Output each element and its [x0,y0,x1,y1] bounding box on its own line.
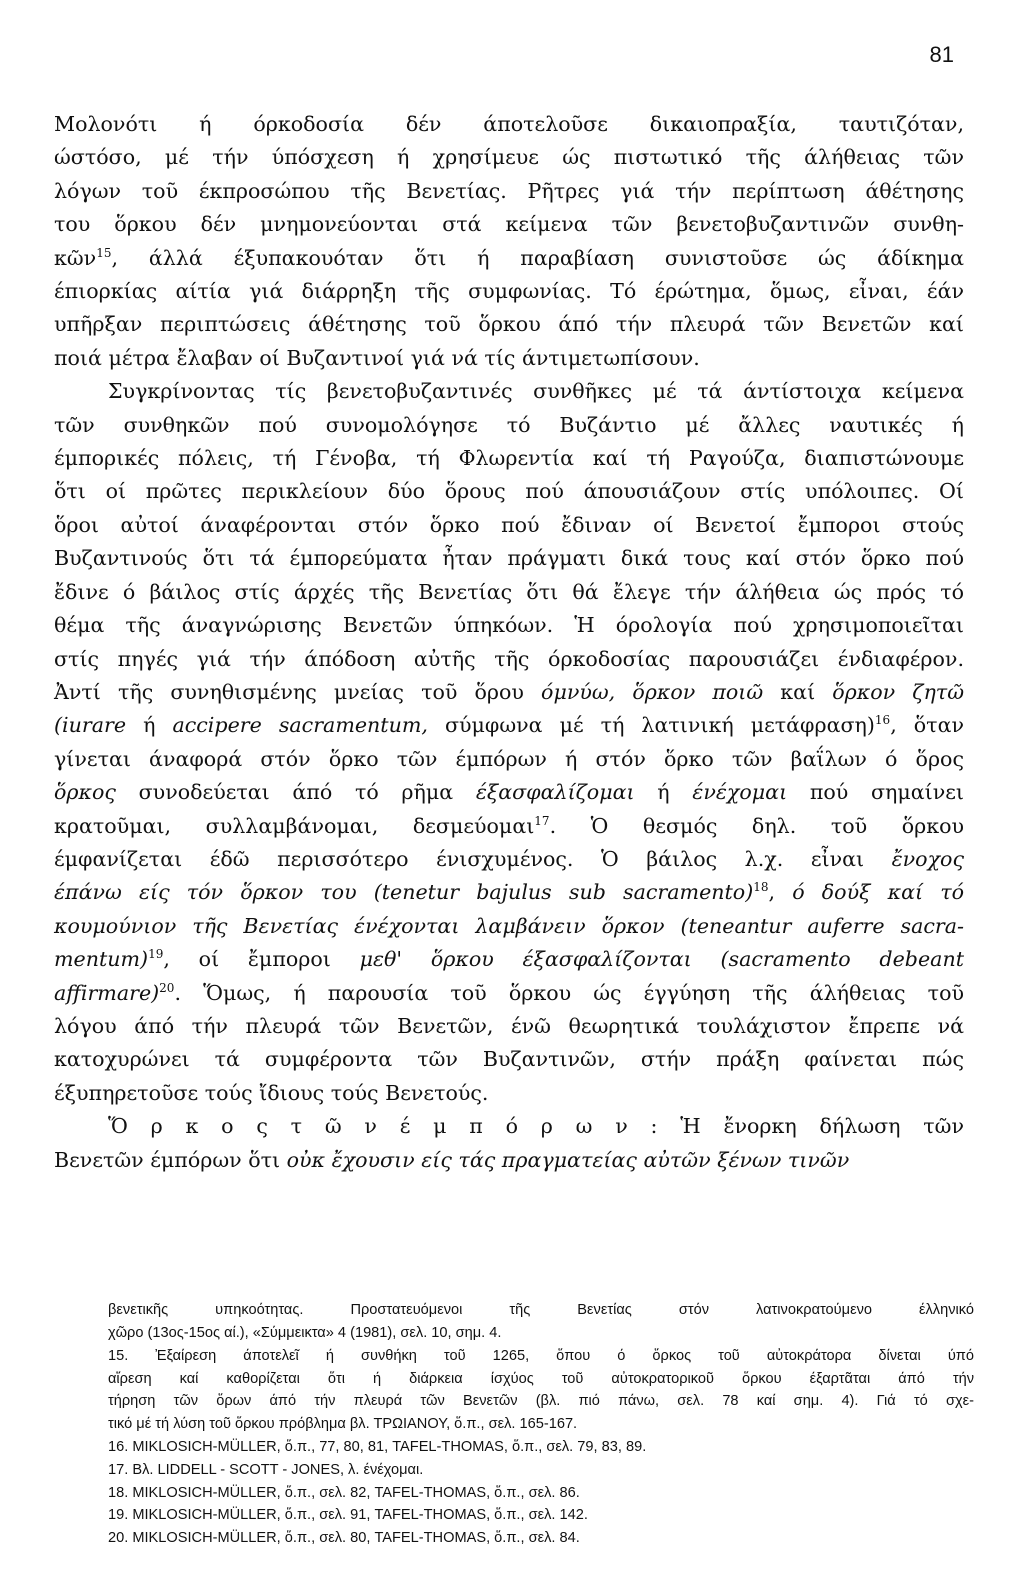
italic-text: ὅρκον ζητῶ [832,679,964,704]
italic-text: ό δούξ καί τό [792,880,965,905]
text-line [54,208,964,241]
italic-text: ὅρκος [54,780,116,805]
italic-text: έξασφαλίζομαι [475,780,635,805]
text-run: κῶν [54,245,97,270]
italic-text: οὐκ ἔχουσιν είς τάς πραγματείας αὐτῶν ξένων τινῶν [286,1147,850,1172]
text-run: στίς πηγές γιά τήν άπόδοση αὐτῆς τῆς όρκοδοσίας παρουσιάζει ένδιαφέρον. [54,646,964,671]
text-run: κατοχυρώνει τά συμφέροντα τῶν Βυζαντινῶν, στήν πράξη φαίνεται πώς [54,1047,964,1072]
footnote-line: χῶρο (13ος-15ος αί.), «Σύμμεικτα» 4 (1981), σελ. 10, σημ. 4. [108,1325,502,1342]
text-run: θέμα τῆς άναγνώρισης Βενετῶν ύπηκόων. Ἡ όρολογία πού χρησιμοποιεῖται [54,613,964,638]
text-line [54,409,964,442]
text-run: ή [126,713,173,738]
footnote-line: 19. MIKLOSICH-MÜLLER, ὅ.π., σελ. 91, TAFEL-THOMAS, ὅ.π., σελ. 142. [108,1507,588,1524]
footnote-line: 16. MIKLOSICH-MÜLLER, ὅ.π., 77, 80, 81, TAFEL-THOMAS, ὅ.π., σελ. 79, 83, 89. [108,1439,647,1456]
text-line [54,609,964,642]
footnote-ref: 18 [753,880,769,895]
footnote-line: τήρηση τῶν ὅρων άπό τήν πλευρά τῶν Βενετῶν (βλ. πιό πάνω, σελ. 78 καί σημ. 4). Γιά τό σχε- [108,1393,974,1410]
footnotes [108,1299,974,1550]
text-line [54,375,964,408]
text-run: καί [763,679,833,704]
text-run: λόγου άπό τήν πλευρά τῶν Βενετῶν, ένῶ θεωρητικά τουλάχιστον ἔπρεπε νά [54,1013,964,1038]
footnote-line: αἵρεση καί καθορίζεται ὅτι ή διάρκεια ίσχύος τοῦ αὐτοκρατορικοῦ ὅρκου έξαρτᾶται άπό τήν [108,1370,974,1387]
footnote-ref: 15 [96,245,112,260]
italic-text: accipere sacramentum, [172,713,428,738]
text-line [54,509,964,542]
text-run: έξυπηρετοῦσε τούς ἴδιους τούς Βενετούς. [54,1080,489,1105]
text-line [54,676,964,709]
text-line [54,743,964,776]
text-run: ώστόσο, μέ τήν ύπόσχεση ή χρησίμευε ώς πιστωτικό τῆς άλήθειας τῶν [54,145,964,170]
text-line [54,910,964,943]
text-run: ὅροι αὐτοί άναφέρονται στόν ὅρκο πού ἔδιναν οί Βενετοί ἔμποροι στούς [54,512,964,537]
text-line [54,1010,964,1043]
footnote-line: 17. Βλ. LIDDELL - SCOTT - JONES, λ. ένέχομαι. [108,1461,424,1478]
italic-text: mentum) [54,947,149,972]
text-run: , [768,880,793,905]
text-run: κρατοῦμαι, συλλαμβάνομαι, δεσμεύομαι [54,813,535,838]
text-line [54,776,964,809]
text-line [54,576,964,609]
text-line [54,1077,964,1110]
text-line [54,709,964,742]
italic-text: affirmare) [54,980,160,1005]
text-line [54,442,964,475]
text-line [54,475,964,508]
footnote-line: 18. MIKLOSICH-MÜLLER, ὅ.π., σελ. 82, TAFEL-THOMAS, ὅ.π., σελ. 86. [108,1484,580,1501]
text-run: Συγκρίνοντας τίς βενετοβυζαντινές συνθῆκες μέ τά άντίστοιχα κείμενα [108,379,964,404]
text-run: λόγων τοῦ έκπροσώπου τῆς Βενετίας. Ρῆτρες γιά τήν περίπτωση άθέτησης [54,178,964,203]
text-line [54,977,964,1010]
text-run: έπιορκίας αίτία γιά διάρρηξη τῆς συμφωνίας. Τό έρώτημα, ὅμως, εἶναι, έάν [54,279,964,304]
text-run: τῶν συνθηκῶν πού συνομολόγησε τό Βυζάντιο μέ ἄλλες ναυτικές ή [54,412,964,437]
italic-text: έπάνω είς τόν ὅρκον του (tenetur bajulus sub sacramento) [54,880,754,905]
text-run: , άλλά έξυπακουόταν ὅτι ή παραβίαση συνιστοῦσε ώς άδίκημα [111,245,964,270]
text-run: Ἀντί τῆς συνηθισμένης μνείας τοῦ ὅρου [54,679,542,704]
text-run: έμπορικές πόλεις, τή Γένοβα, τή Φλωρεντία καί τή Ραγούζα, διαπιστώνουμε [54,446,964,471]
text-run: ἔδινε ό βάιλος στίς άρχές τῆς Βενετίας ὅτι θά ἔλεγε τήν άλήθεια ώς πρός τό [54,579,964,604]
text-run: Βυζαντινούς ὅτι τά έμπορεύματα ἦταν πράγματι δικά τους καί στόν ὅρκο πού [54,546,964,571]
footnote-line: 20. MIKLOSICH-MÜLLER, ὅ.π., σελ. 80, TAFEL-THOMAS, ὅ.π., σελ. 84. [108,1530,580,1547]
text-line [54,1043,964,1076]
footnote-line: 15. Ἐξαίρεση άποτελεῖ ή συνθήκη τοῦ 1265, ὅπου ό ὅρκος τοῦ αὐτοκράτορα δίνεται ύπό [108,1347,974,1364]
text-line [54,643,964,676]
text-run: συνοδεύεται άπό τό ρῆμα [115,780,476,805]
footnote-ref: 20 [159,980,175,995]
text-run: Μολονότι ή όρκοδοσία δέν άποτελοῦσε δικαιοπραξία, ταυτιζόταν, [54,112,964,136]
text-run: , οί ἔμποροι [163,947,360,972]
text-run: ποιά μέτρα ἔλαβαν οί Βυζαντινοί γιά νά τίς άντιμετωπίσουν. [54,345,700,370]
footnote-line: τικό μέ τή λύση τοῦ ὅρκου πρόβλημα βλ. ΤΡΩΙΑΝΟΥ, ὅ.π., σελ. 165-167. [108,1416,578,1433]
text-line [54,843,964,876]
text-line [54,876,964,909]
page-number: 81 [929,42,954,67]
text-run: έμφανίζεται έδῶ περισσότερο ένισχυμένος. Ὁ βάιλος λ.χ. εἶναι [54,846,892,871]
footnote-ref: 19 [148,947,164,962]
text-line [54,542,964,575]
italic-text: μεθ' ὅρκου έξασφαλίζονται (sacramento debeant [359,947,964,972]
italic-text: ένέχομαι [692,780,788,805]
footnote-ref: 17 [534,813,550,828]
text-line [54,810,964,843]
text-line [54,175,964,208]
text-line [54,342,964,375]
text-line [54,308,964,341]
italic-text: κουμούνιον τῆς Βενετίας ένέχονται λαμβάνειν ὅρκον (teneantur auferre sacra- [54,913,964,938]
text-run: ή [634,780,693,805]
italic-text: (iurare [54,713,127,738]
italic-text: ἔνοχος [891,846,964,871]
text-run: ὅτι οί πρῶτες περικλείουν δύο ὅρους πού άπουσιάζουν στίς υπόλοιπες. Οί [54,479,964,504]
footnote-ref: 16 [874,713,891,728]
text-run: . Ὁ θεσμός δηλ. τοῦ ὅρκου [549,813,964,838]
body-text [54,108,964,1177]
text-run: υπῆρξαν περιπτώσεις άθέτησης τοῦ ὅρκου άπό τήν πλευρά τῶν Βενετῶν καί [54,312,964,337]
text-run: Βενετῶν έμπόρων ὅτι [54,1147,287,1172]
text-line [54,242,964,275]
text-run: πού σημαίνει [787,780,964,805]
text-run: γίνεται άναφορά στόν ὅρκο τῶν έμπόρων ή στόν ὅρκο τῶν βαΐλων ό ὅρος [54,746,964,771]
text-run: . Ὅμως, ή παρουσία τοῦ ὅρκου ώς έγγύηση τῆς άλήθειας τοῦ [174,980,964,1005]
text-run: σύμφωνα μέ τή λατινική μετάφραση) [427,713,875,738]
text-line [54,1144,964,1177]
text-line [54,943,964,976]
text-line [54,108,964,141]
text-run: του ὅρκου δέν μνημονεύονται στά κείμενα τῶν βενετοβυζαντινῶν συνθη- [54,212,964,237]
text-line [54,1110,964,1143]
italic-text: όμνύω, ὅρκον ποιῶ [541,679,764,704]
text-run: Ὅ ρ κ ο ς τ ῶ ν έ μ π ό ρ ω ν : Ἡ ἔνορκη δήλωση τῶν [108,1114,964,1139]
footnote-line: βενετικῆς υπηκοότητας. Προστατευόμενοι τῆς Βενετίας στόν λατινοκρατούμενο έλληνικό [108,1302,974,1319]
text-line [54,275,964,308]
text-line [54,141,964,174]
text-run: , ὅταν [890,713,964,738]
